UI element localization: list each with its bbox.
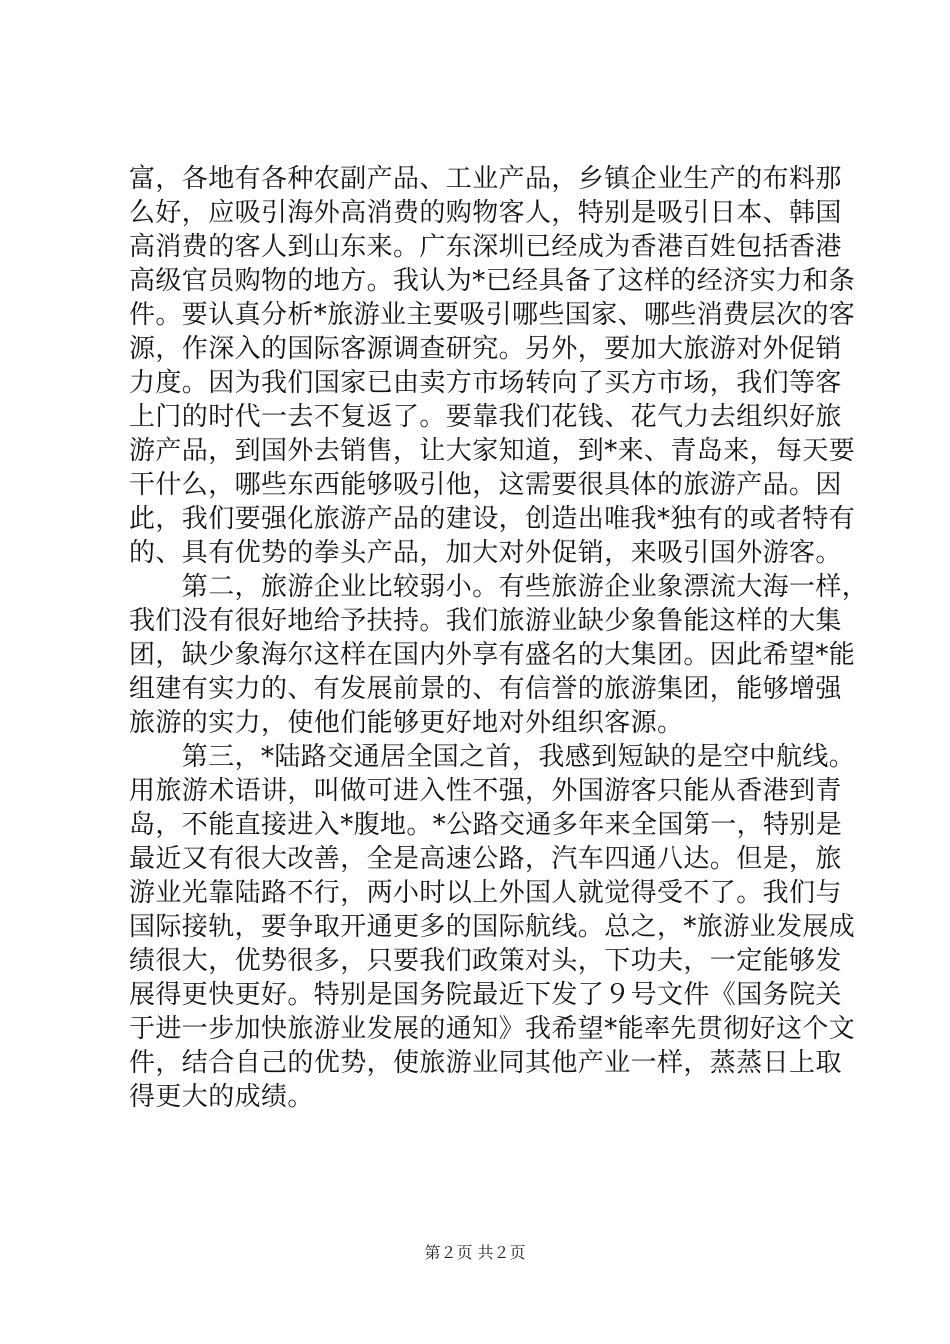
text-line: 第二，旅游企业比较弱小。有些旅游企业象漂流大海一样， xyxy=(129,572,869,602)
text-line: 么好，应吸引海外高消费的购物客人，特别是吸引日本、韩国 xyxy=(129,198,842,228)
page-number-footer: 第２页 共２页 xyxy=(424,1243,526,1262)
text-line: 展得更快更好。特别是国务院最近下发了９号文件《国务院关 xyxy=(129,980,842,1010)
text-line: 用旅游术语讲，叫做可进入性不强，外国游客只能从香港到青 xyxy=(129,776,842,806)
text-line: 岛，不能直接进入*腹地。*公路交通多年来全国第一，特别是 xyxy=(129,810,843,840)
text-line: 得更大的成绩。 xyxy=(129,1082,314,1112)
text-line: 绩很大，优势很多，只要我们政策对头，下功夫，一定能够发 xyxy=(129,946,842,976)
text-line: 件，结合自己的优势，使旅游业同其他产业一样，蒸蒸日上取 xyxy=(129,1048,842,1078)
text-line: 的、具有优势的拳头产品，加大对外促销，来吸引国外游客。 xyxy=(129,538,842,568)
text-line: 国际接轨，要争取开通更多的国际航线。总之，*旅游业发展成 xyxy=(129,912,856,942)
text-line: 游产品，到国外去销售，让大家知道，到*来、青岛来，每天要 xyxy=(129,436,856,466)
text-line: 游业光靠陆路不行，两小时以上外国人就觉得受不了。我们与 xyxy=(129,878,842,908)
text-line: 第三，*陆路交通居全国之首，我感到短缺的是空中航线。 xyxy=(129,742,856,772)
body-text xyxy=(129,162,869,1114)
text-line: 干什么，哪些东西能够吸引他，这需要很具体的旅游产品。因 xyxy=(129,470,842,500)
text-line: 件。要认真分析*旅游业主要吸引哪些国家、哪些消费层次的客 xyxy=(129,300,856,330)
text-line: 上门的时代一去不复返了。要靠我们花钱、花气力去组织好旅 xyxy=(129,402,842,432)
text-line: 最近又有很大改善，全是高速公路，汽车四通八达。但是，旅 xyxy=(129,844,842,874)
text-line: 高消费的客人到山东来。广东深圳已经成为香港百姓包括香港 xyxy=(129,232,842,262)
text-line: 力度。因为我们国家已由卖方市场转向了买方市场，我们等客 xyxy=(129,368,842,398)
text-line: 我们没有很好地给予扶持。我们旅游业缺少象鲁能这样的大集 xyxy=(129,606,842,636)
text-line: 此，我们要强化旅游产品的建设，创造出唯我*独有的或者特有 xyxy=(129,504,856,534)
text-line: 富，各地有各种农副产品、工业产品，乡镇企业生产的布料那 xyxy=(129,164,842,194)
text-line: 源，作深入的国际客源调查研究。另外，要加大旅游对外促销 xyxy=(129,334,842,364)
text-line: 组建有实力的、有发展前景的、有信誉的旅游集团，能够增强 xyxy=(129,674,842,704)
text-line: 高级官员购物的地方。我认为*已经具备了这样的经济实力和条 xyxy=(129,266,856,296)
text-line: 于进一步加快旅游业发展的通知》我希望*能率先贯彻好这个文 xyxy=(129,1014,856,1044)
text-line: 旅游的实力，使他们能够更好地对外组织客源。 xyxy=(129,708,684,738)
text-line: 团，缺少象海尔这样在国内外享有盛名的大集团。因此希望*能 xyxy=(129,640,856,670)
